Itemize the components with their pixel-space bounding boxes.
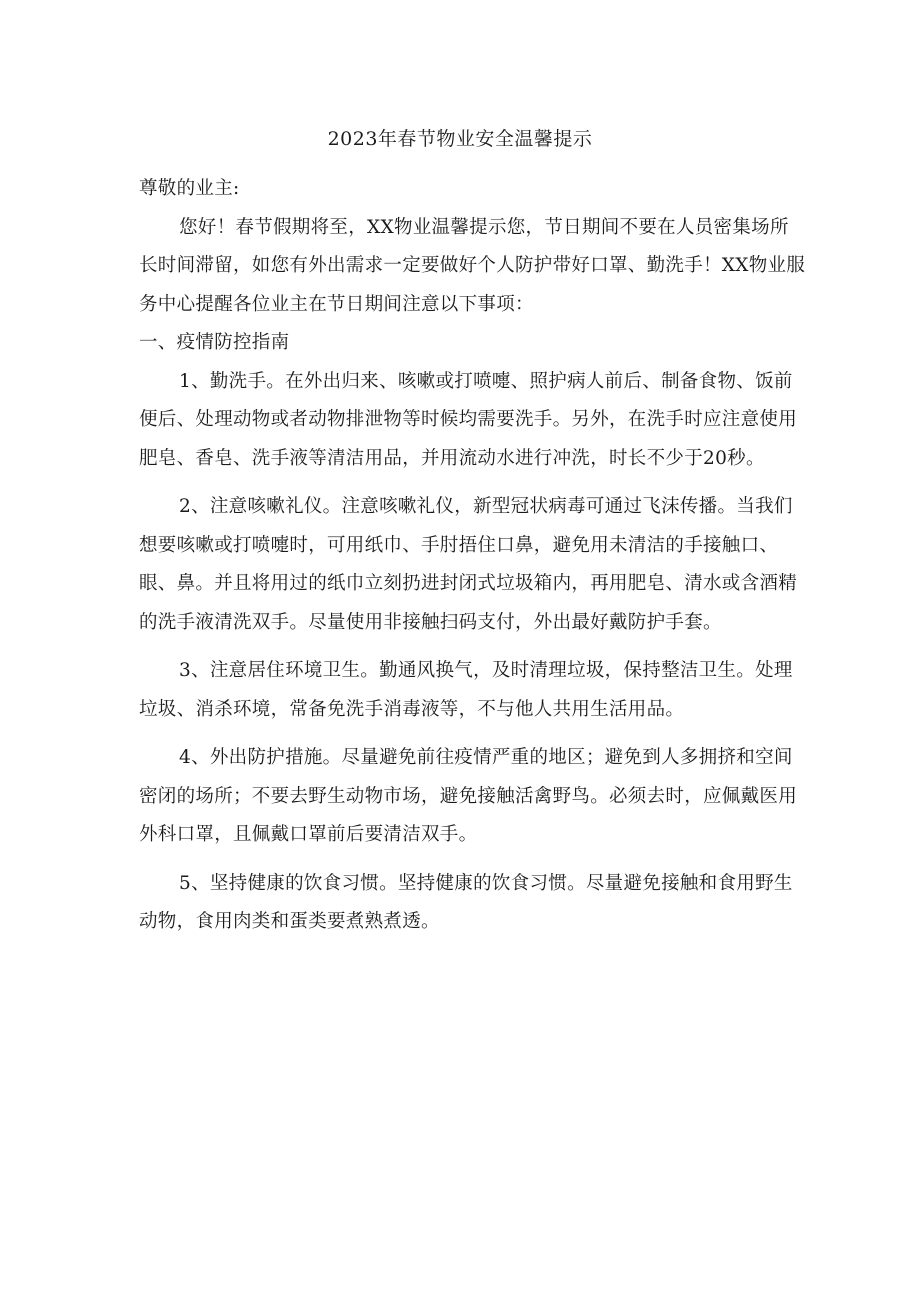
- salutation: 尊敬的业主:: [139, 178, 240, 199]
- intro-paragraph: 您好！春节假期将至，XX物业温馨提示您，节日期间不要在人员密集场所长时间滞留，如您有外出需求一定要做好个人防护带好口罩、勤洗手！XX物业服务中心提醒各位业主在节日期间注意以下事项：: [139, 216, 806, 315]
- list-item: 2、注意咳嗽礼仪。注意咳嗽礼仪，新型冠状病毒可通过飞沫传播。当我们想要咳嗽或打喷嚏时，可用纸巾、手肘捂住口鼻，避免用未清洁的手接触口、眼、鼻。并且将用过的纸巾立刻扔进封闭式垃圾箱内，再用肥皂、清水或含酒精的洗手液清洗双手。尽量使用非接触扫码支付，外出最好戴防护手套。: [139, 496, 798, 633]
- document-body: [139, 170, 807, 942]
- list-item: 1、勤洗手。在外出归来、咳嗽或打喷嚏、照护病人前后、制备食物、饭前便后、处理动物或者动物排泄物等时候均需要洗手。另外，在洗手时应注意使用肥皂、香皂、洗手液等清洁用品，并用流动水进行冲洗，时长不少于20秒。: [139, 370, 798, 469]
- section-heading: 一、疫情防控指南: [139, 332, 290, 353]
- list-item: 5、坚持健康的饮食习惯。坚持健康的饮食习惯。尽量避免接触和食用野生动物，食用肉类和蛋类要煮熟煮透。: [139, 872, 793, 932]
- list-item: 3、注意居住环境卫生。勤通风换气，及时清理垃圾，保持整洁卫生。处理垃圾、消杀环境，常备免洗手消毒液等，不与他人共用生活用品。: [139, 660, 793, 720]
- document-title: 2023年春节物业安全温馨提示: [327, 128, 593, 150]
- list-item: 4、外出防护措施。尽量避免前往疫情严重的地区；避免到人多拥挤和空间密闭的场所；不要去野生动物市场，避免接触活禽野鸟。必须去时，应佩戴医用外科口罩，且佩戴口罩前后要清洁双手。: [139, 747, 798, 845]
